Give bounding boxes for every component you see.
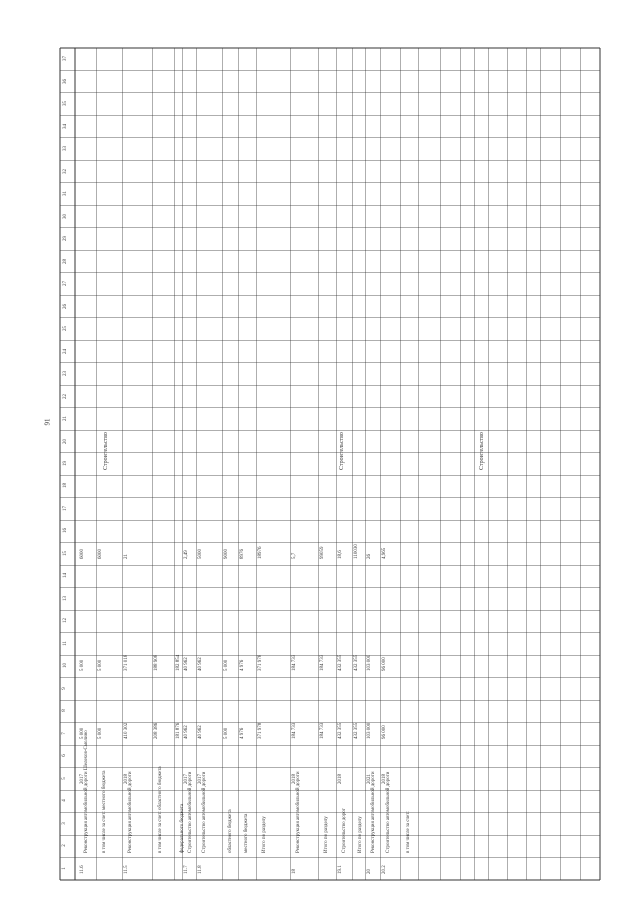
row-value-2: 432 355 xyxy=(338,654,343,672)
column-number: 24 xyxy=(63,348,68,354)
row-value-2: 40 962 xyxy=(184,657,189,672)
row-value-1: 181 876 xyxy=(176,722,181,739)
column-number: 15 xyxy=(63,550,68,556)
row-value-1: 103 000 xyxy=(367,722,372,739)
column-number: 12 xyxy=(63,618,68,624)
row-value-1: 40 962 xyxy=(198,724,203,739)
row-value-3: 18,6 xyxy=(338,549,343,559)
column-number: 8 xyxy=(61,709,67,713)
column-number: 31 xyxy=(63,191,68,197)
column-number: 13 xyxy=(63,595,68,601)
row-value-1: 5 000 xyxy=(224,727,229,739)
row-value-3: 26 xyxy=(367,553,372,559)
row-year: 2021 xyxy=(367,773,372,784)
row-value-1: 432 355 xyxy=(354,722,359,739)
column-number: 7 xyxy=(61,732,67,735)
row-value-2: 96 000 xyxy=(382,657,387,672)
column-number: 11 xyxy=(62,640,68,646)
column-number: 32 xyxy=(63,168,68,174)
row-name: областного бюджета xyxy=(228,809,233,854)
page-number: 91 xyxy=(43,418,52,426)
row-number: 11.6 xyxy=(80,864,85,874)
column-number: 28 xyxy=(63,258,68,264)
row-year: 2017 xyxy=(198,773,203,784)
column-number: 23 xyxy=(63,371,68,377)
row-value-2: 4 976 xyxy=(240,659,245,672)
row-name: Строительство автомобильной дороги xyxy=(188,771,193,854)
row-value-1: 208 386 xyxy=(154,722,159,739)
row-value-2: 371 018 xyxy=(124,654,129,672)
column-number: 14 xyxy=(63,573,68,579)
row-name: Реконструкция автомобильной дороги Шелехов-Смолино xyxy=(84,730,89,854)
row-number: 19.1 xyxy=(338,864,343,874)
row-name: Строительство автомобильной дороги xyxy=(386,771,391,854)
row-value-2: 432 355 xyxy=(354,654,359,672)
column-number: 3 xyxy=(61,822,67,825)
row-number: 18 xyxy=(292,868,297,874)
column-number: 9 xyxy=(61,687,67,690)
row-value-1: 4 976 xyxy=(240,727,245,739)
row-value-1: 5 000 xyxy=(80,727,85,739)
row-year: 2018 xyxy=(124,773,129,784)
row-value-3: 4,965 xyxy=(382,547,387,559)
row-value-2: 371 978 xyxy=(258,654,263,672)
column-number: 10 xyxy=(63,663,68,669)
row-value-1: 5 000 xyxy=(98,727,103,739)
row-value-3: 6000 xyxy=(98,548,103,559)
row-name: Реконструкция автомобильной дороги xyxy=(371,771,376,854)
column-number: 17 xyxy=(63,505,68,511)
row-value-2: 182 854 xyxy=(176,654,181,672)
row-number: 11.5 xyxy=(124,864,129,874)
row-number: 11.7 xyxy=(184,864,189,874)
row-value-2: 184 733 xyxy=(320,654,325,672)
row-value-3: 99059 xyxy=(320,546,325,559)
section-header: Строительство xyxy=(339,432,345,470)
row-year: 2018 xyxy=(292,773,297,784)
row-name: Итого по разделу xyxy=(262,816,267,854)
row-number: 20.2 xyxy=(382,864,387,874)
row-value-1: 96 000 xyxy=(382,724,387,739)
column-number: 22 xyxy=(63,393,68,399)
row-number: 11.8 xyxy=(198,864,203,874)
row-value-1: 371 978 xyxy=(258,722,263,739)
column-number: 35 xyxy=(63,101,68,107)
column-number: 37 xyxy=(63,56,68,62)
row-value-1: 40 962 xyxy=(184,724,189,739)
column-number: 6 xyxy=(61,754,67,758)
row-value-3: 6000 xyxy=(80,548,85,559)
row-value-1: 184 733 xyxy=(320,722,325,739)
row-value-1: 432 355 xyxy=(338,722,343,739)
row-value-2: 103 000 xyxy=(367,654,372,672)
row-year: 2017 xyxy=(80,773,85,784)
row-value-3: 9000 xyxy=(224,548,229,559)
column-number: 2 xyxy=(61,844,67,848)
row-value-2: 5 000 xyxy=(80,659,85,672)
row-name: в том числе за счет: xyxy=(406,811,411,854)
column-number: 29 xyxy=(63,236,68,242)
row-value-1: 410 302 xyxy=(124,722,129,739)
column-number: 4 xyxy=(61,799,67,803)
row-year: 2017 xyxy=(184,773,189,784)
column-number: 16 xyxy=(63,528,68,534)
section-header: Строительство xyxy=(103,432,109,470)
row-value-3: 5000 xyxy=(198,548,203,559)
column-number: 18 xyxy=(63,483,68,489)
row-name: федерального бюджета xyxy=(180,804,185,854)
column-number: 34 xyxy=(63,123,68,129)
column-number: 19 xyxy=(63,461,68,466)
row-name: Итого по разделу xyxy=(358,816,363,854)
row-name: Строительство дорог xyxy=(342,808,347,854)
row-name: Итого по разделу xyxy=(324,816,329,854)
row-value-2: 40 962 xyxy=(198,657,203,672)
row-value-2: 188 908 xyxy=(154,654,159,672)
row-value-3: 18976 xyxy=(258,546,263,559)
row-name: местного бюджета xyxy=(244,813,249,854)
row-value-2: 5 000 xyxy=(224,659,229,672)
column-number: 26 xyxy=(63,303,68,309)
row-value-2: 184 733 xyxy=(292,654,297,672)
row-name: в том числе за счет: местного бюджета xyxy=(102,770,107,854)
row-number: 20 xyxy=(367,868,372,874)
row-value-3: 5,7 xyxy=(292,552,297,559)
column-number: 5 xyxy=(61,777,67,780)
row-name: в том числе за счет: областного бюджета xyxy=(158,766,163,854)
row-year: 2018 xyxy=(338,773,343,784)
section-header: Строительство xyxy=(479,432,485,470)
column-number: 36 xyxy=(63,78,68,84)
column-number: 20 xyxy=(63,438,68,444)
column-number: 33 xyxy=(63,146,68,152)
column-number: 1 xyxy=(61,867,67,870)
row-value-3: 21 xyxy=(124,553,129,559)
row-value-3: 110030 xyxy=(354,543,359,559)
row-value-3: 8976 xyxy=(240,548,245,559)
row-value-2: 5 000 xyxy=(98,659,103,672)
row-value-1: 184 733 xyxy=(292,722,297,739)
column-number: 25 xyxy=(63,326,68,332)
row-year: 2018 xyxy=(382,773,387,784)
column-number: 21 xyxy=(63,416,68,422)
column-number: 30 xyxy=(63,213,68,219)
column-number: 27 xyxy=(63,281,68,287)
row-name: Строительство автомобильной дороги xyxy=(202,771,207,854)
row-name: Реконструкция автомобильной дороги xyxy=(296,771,301,854)
row-value-3: 2,49 xyxy=(184,549,189,559)
row-name: Реконструкция автомобильной дороги xyxy=(128,771,133,854)
